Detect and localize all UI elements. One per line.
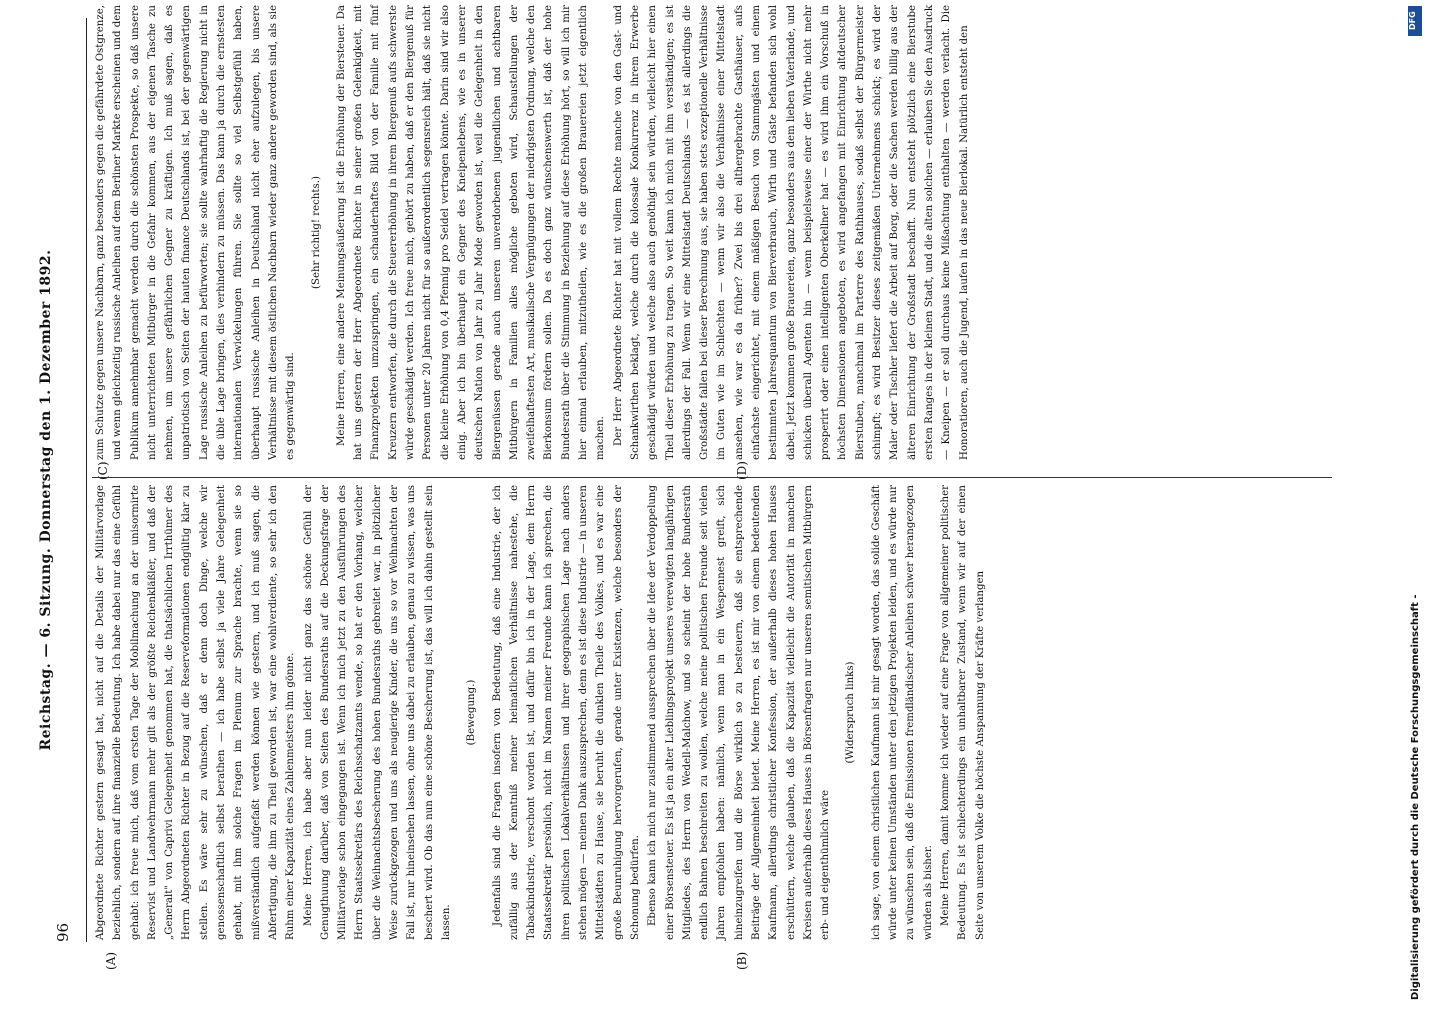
paragraph: Abgeordnete Richter gestern gesagt hat, nicht auf die Details der Militärvorlage beziehlich, sondern auf ihre finanzielle Bedeutung. Ich habe dabei nur das eine Gefühl gehabt: ich freue mich, daß vom ersten Tage der Mobilmachung an der unisormirte Reservist und Landwehrmann mehr gilt als der größte Reichenkläßler, und daß der „Generalt" von Caprivi Gelegenheit genommen hat, die thatsächlichen Irrthümer des Herrn Abgeordneten Richter in Bezug auf die Reserveformationen endgültig klar zu stellen. Es wäre sehr zu wünschen, daß er denn doch Dinge, welche wir genossenschaftlich selbst berathen — ich habe selbst ja viele Jahre Gelegenheit gehabt, mit ihm solche Fragen im Plenum zur Sprache brachte, wenn sie so mißverständlich aufgefaßt werden können wie gestern, und ich muß sagen, die Abfertigung, die ihm zu Theil geworden ist, war eine wohlverdiente, so sehr ich den Ruhm einer Kapazität eines Zahlenmeisters ihm gönne. (95, 485, 297, 940)
margin-marker-c: (C) (96, 461, 110, 480)
header-divider (86, 18, 87, 942)
dfg-sidebar (1402, 0, 1430, 1000)
margin-marker-a: (A) (104, 951, 118, 970)
paragraph: zum Schutze gegen unsere Nachbarn, ganz besonders gegen die gefährdete Ostgrenze, und wenn gleichzeitig russische Anleihen auf dem Berliner Markte erscheinen und dem Publikum annehmbar gemacht werden durch die schönsten Prospekte, so daß unsere nicht unterrichteten Mitbürger in die Gefahr kommen, aus der eigenen Tasche zu nehmen, um unsere gefährlichen Gegner zu kräftigen. Ich muß sagen, daß es unpatriotisch von Seiten der hauten finance Deutschlands ist, bei der gegenwärtigen Lage russische Anleihen zu befürworten; sie sollte wahrhaftig die Regierung nicht in die üble Lage bringen, dies verhindern zu müssen. Das kann ja durch die ernstesten internationalen Verwickelungen führen. Sie sollte so viel Selbstgefühl haben, überhaupt russische Anleihen in Deutschland nicht eher aufzulegen, bis unsere Verhältnisse mit diesem östlichen Nachbarn wieder ganz andere geworden sind, als sie es gegenwärtig sind. (95, 5, 297, 460)
paragraph: Ebenso kann ich mich nur zustimmend aussprechen über die Idee der Verdoppelung einer Börsensteuer. Es ist ja ein alter Lieblingsprojekt unseres verewigten langjährigen Mitgliedes, des Herrn von Wedell-Malchow, und so scheint der hohe Bundesrath endlich Bahnen beschreiten zu wollen, welche meine politischen Freunde seit vielen Jahren empfohlen haben: nämlich, wenn man in ein Wespennest greift, sich hineinzugreifen und die Börse wirklich so zu besteuern, daß sie entsprechende Beiträge der Allgemeinheit bietet. Meine Herren, es ist mir von einem bedeutenden Kaufmann, allerdings christlicher Konfession, der außerhalb dieses hohen Hauses erschüttern, welche glauben, daß die Kapazität vielleicht die Autorität in manchen Kreisen außerhalb dieses Hauses in Börsenfragen nur unseren semitischen Mitbürgern erb- und eigenthümlich wäre (647, 485, 832, 940)
page-number: 96 (54, 922, 72, 942)
right-column (92, 5, 973, 460)
paragraph: Der Herr Abgeordnete Richter hat mit vollem Rechte manche von den Gast- und Schankwirthen beklagt, welche durch die kolossale Konkurrenz in ihrem Erwerbe geschädigt würden und welche also auch genöthigt sein würden, vielleicht hier einen Theil dieser Erhöhung zu tragen. So weit kann ich mich mit ihm verständigen; es ist allerdings der Fall. Wenn wir eine Mittelstadt Deutschlands — es ist allerdings die Großstädte fallen bei dieser Berechnung aus, sie haben stets exzeptionelle Verhältnisse im Guten wie im Schlechten — wenn wir also die Verhältnisse einer Mittelstadt ansehen, wie war es da früher? Zwei bis drei althergebrachte Gasthäuser, aufs einfachste eingerichtet, mit einem mäßigen Besuch von Stammgästen und einem bestimmten Jahresquantum von Bierverbrauch, Wirth und Gäste befanden sich wohl dabei. Jetzt kommen große Brauereien, ganz besonders aus dem lieben Vaterlande, und schicken überall Agenten hin — wenn beispielsweise einer der Wirthe nicht mehr prosperirt oder einen intelligenten Oberkellner hat — es wird ihm ein Vorschuß in höchsten Dimensionen angeboten, es wird angefangen mit Einrichtung altdeutscher Bierstuben, manchmal im Parterre des Rathhauses, sodaß selbst der Bürgermeister schimpft; es wird Besitzer dieses zeitgemäßen Unternehmens schickt; es wird der Maler oder Tischler liefert die Arbeit auf Borg, oder die Sachen werden billig aus der älteren Einrichtung der Großstadt beschafft. Nun entsteht plötzlich eine Bierstube ersten Ranges in der kleinen Stadt, und die alten solchen — erlauben Sie den Ausdruck — Kneipen — er soll durchaus keine Mißachtung enthalten — werden verlacht. Die Honoratioren, auch die Jugend, laufen in das neue Bierlokal. Natürlich entsteht den (612, 5, 970, 460)
left-column (92, 485, 989, 940)
margin-marker-d: (D) (735, 461, 749, 480)
interjection: (Widerspruch links) (845, 661, 857, 764)
paragraph: Meine Herren, eine andere Meinungsäußerung ist die Erhöhung der Biersteuer. Da hat uns gestern der Herr Abgeordnete Richter in seiner großen Gelenkigkeit, mit Finanzprojekten umzuspringen, ein schauderhaftes Bild von der Familie mit fünf Kreuzern entworfen, die durch die Steuererhöhung in ihrem Biergenuß aufs schwerste würde geschädigt werden. Ich freue mich, gehört zu haben, daß er den Biergenuß für Personen unter 20 Jahren nicht für so außerordentlich segensreich hält, daß sie nicht die kleine Erhöhung von 0,4 Pfennig pro Seidel vertragen könnte. Darin sind wir also einig. Aber ich bin überhaupt ein Gegner des Kneipenlebens, wie es in unserer deutschen Nation von Jahr zu Jahr Mode geworden ist, weil die Gelegenheit in den Biergenüssen gerade auch unseren unverdorbenen jugendlichen und achtbaren Mitbürgern in Familien alles mögliche geboten wird, Schaustellungen der zweifelhaftesten Art, musikalische Vergnügungen der niedrigsten Ordnung, welche den Bierkonsum fördern sollen. Da es doch ganz wünschenswerth ist, daß der hohe Bundesrath über die Stimmung in Beziehung auf diese Erhöhung hört, so will ich mir hier einmal erlauben, mitzutheilen, wie es die großen Brauereien jetzt eigentlich machen. (335, 5, 607, 460)
page-header (0, 0, 72, 1000)
dfg-logo: DFG (1408, 6, 1422, 36)
paragraph: Jedenfalls sind die Fragen insofern von Bedeutung, daß eine Industrie, der ich zufällig aus der Kenntniß meiner heimatlichen Verhältnisse nahestehe, die Tabackindustrie, verschont worden ist, und dafür bin ich in der Lage, dem Herrn Staatssekretär persönlich, nicht im Namen meiner Freunde kann ich sprechen, die ihren politischen Lokalverhältnissen und ihrer geographischen Lage nach anders stehen mögen — meinen Dank auszusprechen, denn es ist diese Industrie — in unseren Mittelstädten zu Hause, sie beruht die dunklen Theile des Volkes, und es war eine große Beunruhigung hervorgerufen, gerade unter Existenzen, welche besonders der Schonung bedürfen. (491, 485, 641, 940)
paragraph: ich sage, von einem christlichen Kaufmann ist mir gesagt worden, das solide Geschäft würde unter keinen Umständen unter den jetzigen Projekten leiden, und es würde nur zu wünschen sein, daß die Emissionen fremdländischer Anleihen schwer herangezogen würden als bisher. (870, 485, 934, 940)
column-divider (92, 477, 1332, 478)
dfg-credit: Digitalisierung gefördert durch die Deutsche Forschungsgemeinschaft - (1410, 594, 1421, 1000)
interjection: (Sehr richtig! rechts.) (310, 176, 322, 289)
paragraph: Meine Herren, damit komme ich wieder auf eine Frage von allgemeiner politischer Bedeutung. Es ist schlechterdings ein unhaltbarer Zustand, wenn wir auf der einen Seite von unserem Volke die höchste Anspannung der Kräfte verlangen (939, 485, 986, 940)
margin-marker-b: (B) (735, 951, 749, 970)
paragraph: Meine Herren, ich habe aber nun leider nicht ganz das schöne Gefühl der Genugthuung darüber, daß von Seiten des Bundesraths auf die Deckungsfrage der Militärvorlage schon eingegangen ist. Wenn ich mich jetzt zu den Ausführungen des Herrn Staatssekretärs des Reichsschatzamts wende, so hat er den Vorhang, welcher über die Weihnachtsbescherung des hohen Bundesraths gebreitet war, in plötzlicher Weise zurückgezogen und uns als neugierige Kinder, die uns so vor Weihnachten der Fall ist, nur hineinsehen lassen, ohne uns dabei zu erlauben, genau zu wissen, was uns beschert wird. Ob das nun eine schöne Bescherung ist, das will ich dahin gestellt sein lassen. (302, 485, 452, 940)
page-title: Reichstag. — 6. Sitzung. Donnerstag den 1. Dezember 1892. (38, 249, 54, 751)
interjection: (Bewegung.) (466, 679, 478, 746)
